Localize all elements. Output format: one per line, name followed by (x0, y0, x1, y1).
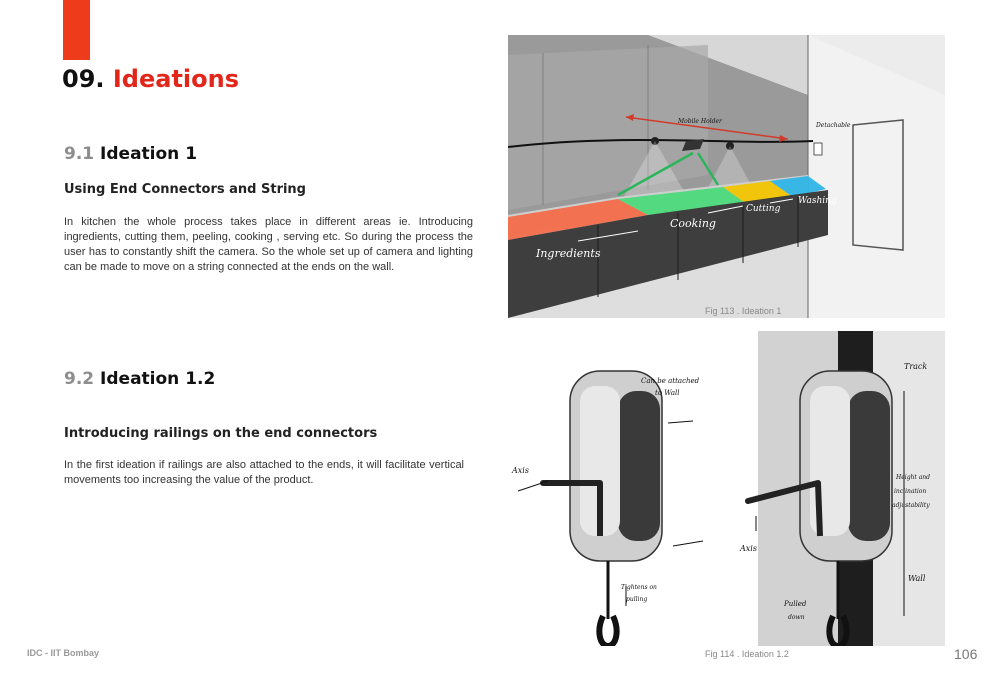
footer-institute: IDC - IIT Bombay (27, 648, 100, 658)
ideation-1-heading (64, 143, 197, 165)
label-mobile-holder: Mobile Holder (678, 118, 722, 125)
ideation-1-body: In kitchen the whole process takes place in different areas ie. Introducing ingredients, cutting them, peeling, cooking , serving etc. So during the process the user has to constantly shift the camera. So the whole set up of camera and lighting can be made to move on a string connected at the ends on the wall. (64, 216, 473, 273)
ideation-1-number: 9.1 (64, 144, 95, 164)
label-wall: Wall (908, 574, 926, 583)
label-pulling: pulling (626, 596, 648, 603)
ideation-2-number: 9.2 (64, 369, 95, 389)
label-height-and: Height and (896, 474, 931, 481)
ideation-2-topic: Introducing railings on the end connectors (64, 426, 378, 441)
figure-113-kitchen-sketch (508, 35, 945, 318)
label-to-wall: to Wall (655, 389, 680, 397)
section-title-text: Ideations (112, 65, 240, 93)
figure-114-caption: Fig 114 . Ideation 1.2 (705, 649, 789, 659)
accent-bar (63, 0, 90, 60)
page-title (62, 64, 239, 94)
label-washing: Washing (798, 196, 837, 206)
label-can-be-attached: Can be attached (641, 377, 700, 385)
figure-114-connector-sketch (508, 331, 945, 646)
ideation-1-title: Ideation 1 (100, 144, 198, 164)
label-cooking: Cooking (670, 217, 716, 230)
label-adjustability: adjustability (892, 502, 930, 509)
ideation-2-heading (64, 368, 215, 390)
figure-113-caption: Fig 113 . Ideation 1 (705, 306, 782, 316)
label-pulled: Pulled (784, 600, 807, 608)
label-down: down (788, 614, 805, 621)
page-number: 106 (954, 646, 978, 662)
connector-sketch-illustration (508, 331, 945, 646)
label-axis-left: Axis (512, 466, 529, 475)
ideation-2-title: Ideation 1.2 (100, 369, 216, 389)
label-tightens-on: Tightens on (621, 584, 657, 591)
label-axis-right: Axis (740, 544, 757, 553)
ideation-1-topic: Using End Connectors and String (64, 182, 306, 197)
kitchen-sketch-illustration (508, 35, 945, 318)
ideation-2-body: In the first ideation if railings are also attached to the ends, it will facilitate vertical movements too increasing the value of the product. (64, 459, 464, 486)
label-track: Track (904, 362, 928, 371)
label-detachable: Detachable (816, 122, 851, 129)
label-cutting: Cutting (746, 204, 781, 214)
section-number: 09. (62, 65, 105, 93)
label-ingredients: Ingredients (536, 247, 601, 260)
label-inclination: inclination (894, 488, 927, 495)
